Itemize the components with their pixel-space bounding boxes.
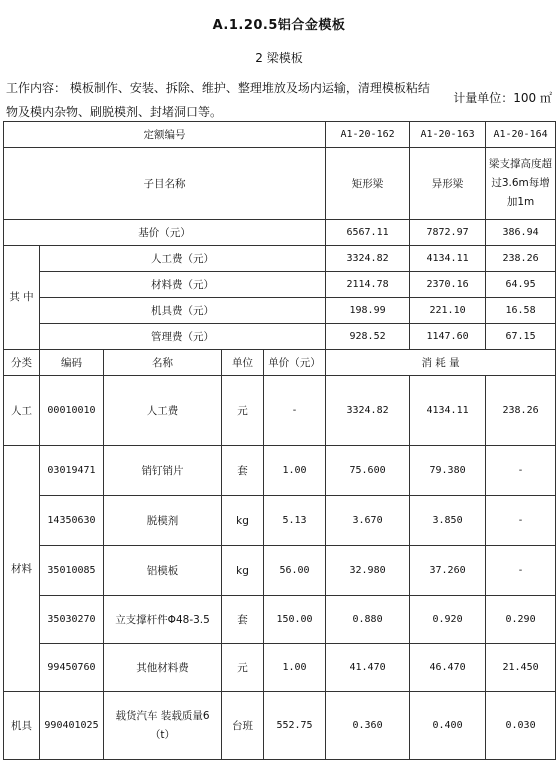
column-header-row	[4, 350, 556, 376]
fee-row	[4, 246, 556, 272]
consumption-cell: 75.600	[326, 446, 410, 496]
category-cell: 人工	[4, 376, 40, 446]
quota-code: A1-20-164	[486, 122, 556, 148]
fee-value: 2114.78	[326, 272, 410, 298]
consumption-cell: 37.260	[410, 546, 486, 596]
item-name-label: 子目名称	[4, 148, 326, 220]
unit-cell: 台班	[222, 692, 264, 760]
item-name: 异形梁	[410, 148, 486, 220]
quota-label: 定额编号	[4, 122, 326, 148]
unit-cell: kg	[222, 496, 264, 546]
unit-cell: 元	[222, 644, 264, 692]
fee-row	[4, 298, 556, 324]
consumption-cell: 3.850	[410, 496, 486, 546]
fee-value: 238.26	[486, 246, 556, 272]
code-cell: 35010085	[40, 546, 104, 596]
code-cell: 99450760	[40, 644, 104, 692]
work-content: 工作内容： 模板制作、安装、拆除、维护、整理堆放及场内运输，清理模板粘结物及模内杂物、刷脱模剂、封堵洞口等。	[6, 81, 430, 119]
fee-value: 221.10	[410, 298, 486, 324]
price-cell: 552.75	[264, 692, 326, 760]
price-header: 单价（元）	[264, 350, 326, 376]
consumption-cell: 0.290	[486, 596, 556, 644]
consumption-cell: -	[486, 546, 556, 596]
consumption-header: 消 耗 量	[326, 350, 556, 376]
price-cell: 150.00	[264, 596, 326, 644]
fee-row	[4, 324, 556, 350]
price-cell: 5.13	[264, 496, 326, 546]
consumption-cell: -	[486, 446, 556, 496]
fee-value: 1147.60	[410, 324, 486, 350]
item-name: 梁支撑高度超过3.6m每增加1m	[486, 148, 556, 220]
fee-label: 材料费（元）	[40, 272, 326, 298]
consumption-cell: 3.670	[326, 496, 410, 546]
code-cell: 03019471	[40, 446, 104, 496]
code-cell: 990401025	[40, 692, 104, 760]
fee-label: 人工费（元）	[40, 246, 326, 272]
name-cell: 脱模剂	[104, 496, 222, 546]
code-cell: 35030270	[40, 596, 104, 644]
consumption-cell: -	[486, 496, 556, 546]
price-cell: 56.00	[264, 546, 326, 596]
base-price: 386.94	[486, 220, 556, 246]
unit-cell: kg	[222, 546, 264, 596]
unit-header: 单位	[222, 350, 264, 376]
consumption-cell: 79.380	[410, 446, 486, 496]
quota-code-row	[4, 122, 556, 148]
fee-value: 64.95	[486, 272, 556, 298]
code-cell: 14350630	[40, 496, 104, 546]
consumption-cell: 32.980	[326, 546, 410, 596]
material-row	[4, 496, 556, 546]
code-cell: 00010010	[40, 376, 104, 446]
material-row	[4, 546, 556, 596]
name-cell: 载货汽车 装载质量6（t）	[104, 692, 222, 760]
unit-cell: 套	[222, 596, 264, 644]
fee-value: 67.15	[486, 324, 556, 350]
name-cell: 销钉销片	[104, 446, 222, 496]
name-cell: 其他材料费	[104, 644, 222, 692]
base-price: 7872.97	[410, 220, 486, 246]
material-row	[4, 446, 556, 496]
item-name-row	[4, 148, 556, 220]
material-row	[4, 596, 556, 644]
machinery-row	[4, 692, 556, 760]
fee-label: 机具费（元）	[40, 298, 326, 324]
consumption-cell: 0.030	[486, 692, 556, 760]
consumption-cell: 0.880	[326, 596, 410, 644]
item-name: 矩形梁	[326, 148, 410, 220]
quota-code: A1-20-162	[326, 122, 410, 148]
measurement-unit: 计量单位：100 ㎡	[453, 91, 552, 105]
category-cell: 材料	[4, 446, 40, 692]
base-price-label: 基价（元）	[4, 220, 326, 246]
consumption-cell: 3324.82	[326, 376, 410, 446]
fee-value: 3324.82	[326, 246, 410, 272]
consumption-cell: 46.470	[410, 644, 486, 692]
quota-table	[3, 121, 556, 760]
of-which-label: 其 中	[4, 246, 40, 350]
consumption-cell: 41.470	[326, 644, 410, 692]
unit-cell: 套	[222, 446, 264, 496]
fee-label: 管理费（元）	[40, 324, 326, 350]
material-row	[4, 644, 556, 692]
fee-value: 2370.16	[410, 272, 486, 298]
consumption-cell: 4134.11	[410, 376, 486, 446]
name-cell: 人工费	[104, 376, 222, 446]
consumption-cell: 238.26	[486, 376, 556, 446]
consumption-cell: 0.400	[410, 692, 486, 760]
consumption-cell: 0.920	[410, 596, 486, 644]
price-cell: -	[264, 376, 326, 446]
unit-cell: 元	[222, 376, 264, 446]
fee-value: 198.99	[326, 298, 410, 324]
category-cell: 机具	[4, 692, 40, 760]
consumption-cell: 21.450	[486, 644, 556, 692]
section-subtitle: 2 梁模板	[255, 51, 303, 65]
price-cell: 1.00	[264, 446, 326, 496]
quota-code: A1-20-163	[410, 122, 486, 148]
name-cell: 立支撑杆件Φ48-3.5	[104, 596, 222, 644]
name-header: 名称	[104, 350, 222, 376]
consumption-cell: 0.360	[326, 692, 410, 760]
code-header: 编码	[40, 350, 104, 376]
page-title: A.1.20.5铝合金模板	[212, 18, 346, 33]
fee-value: 4134.11	[410, 246, 486, 272]
price-cell: 1.00	[264, 644, 326, 692]
fee-row	[4, 272, 556, 298]
labor-row	[4, 376, 556, 446]
fee-value: 928.52	[326, 324, 410, 350]
base-price: 6567.11	[326, 220, 410, 246]
category-header: 分类	[4, 350, 40, 376]
name-cell: 铝模板	[104, 546, 222, 596]
fee-value: 16.58	[486, 298, 556, 324]
base-price-row	[4, 220, 556, 246]
